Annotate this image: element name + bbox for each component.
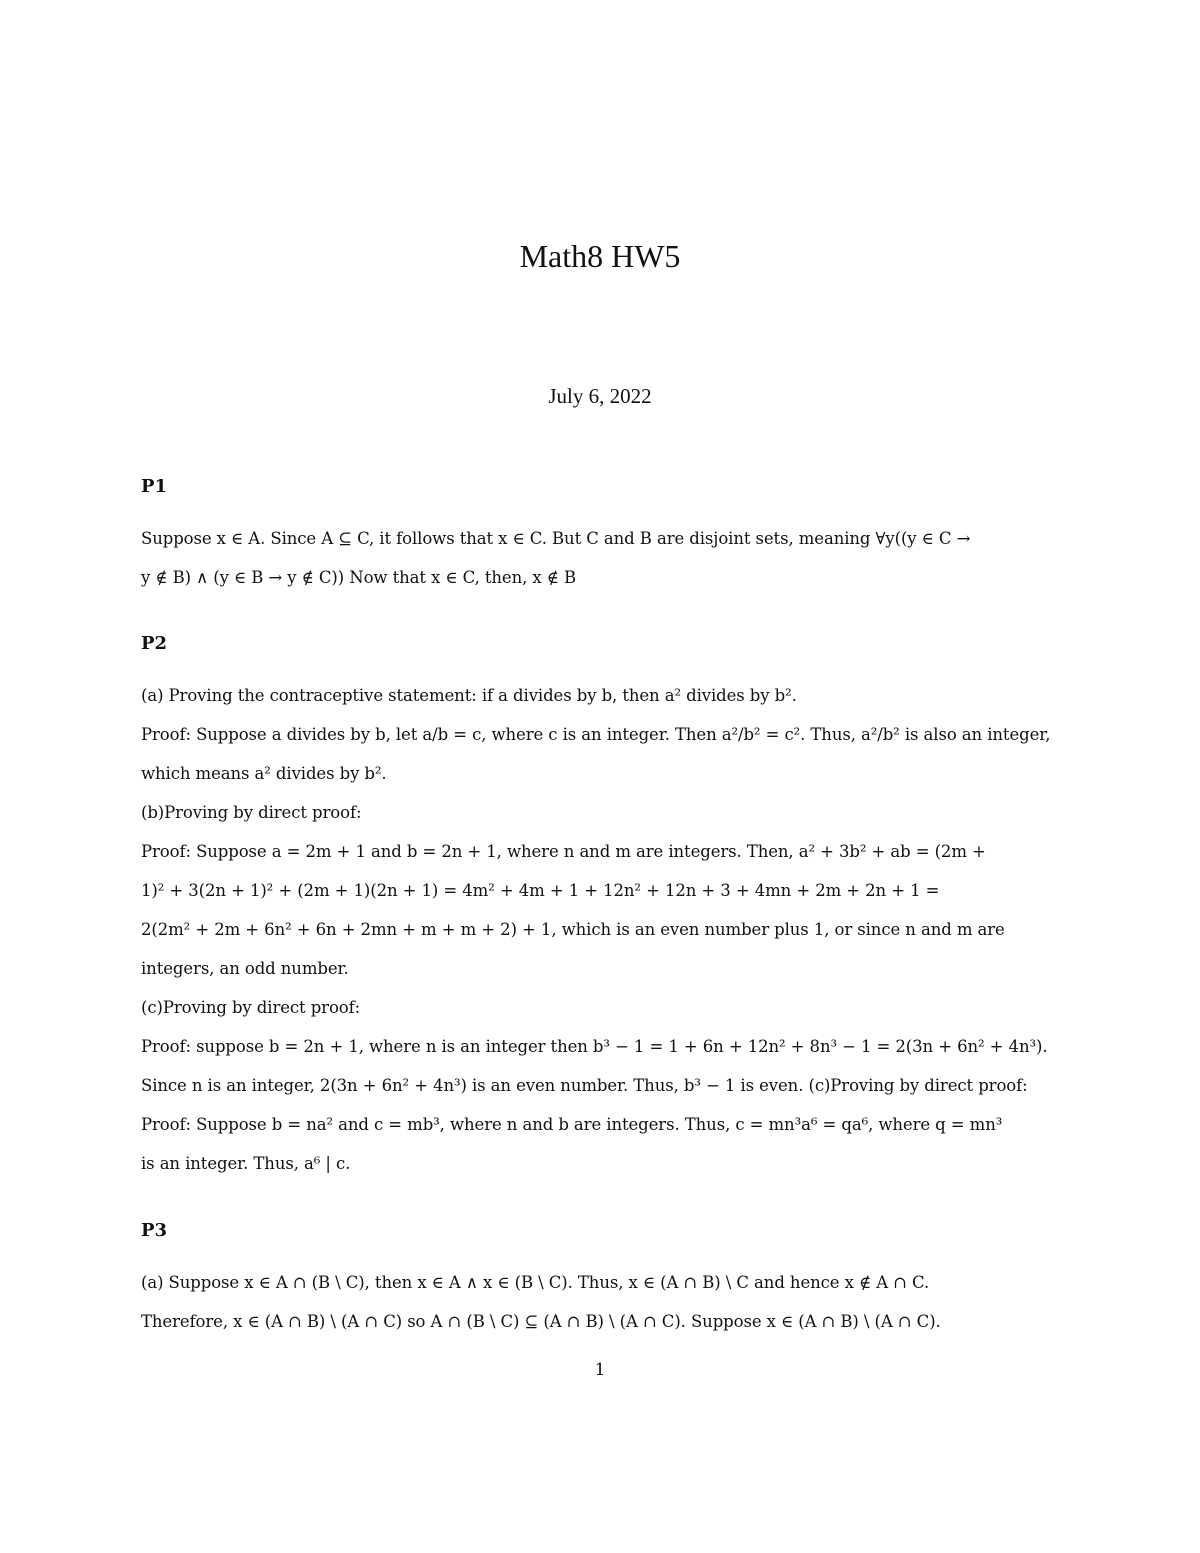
p2-line-13: is an integer. Thus, a⁶ | c. [141,1154,351,1173]
page-number: 1 [594,1360,606,1380]
p2-line-6: 1)² + 3(2n + 1)² + (2m + 1)(2n + 1) = 4m² + 4m + 1 + 12n² + 12n + 3 + 4mn + 2m + 2n + 1 = [141,881,940,900]
p2-line-10: Proof: suppose b = 2n + 1, where n is an integer then b³ − 1 = 1 + 6n + 12n² + 8n³ − 1 = 2(3n + 6n² + 4n³). [141,1037,1048,1056]
p2-line-12: Proof: Suppose b = na² and c = mb³, where n and b are integers. Thus, c = mn³a⁶ = qa⁶, where q = mn³ [141,1115,1003,1134]
p2-line-11: Since n is an integer, 2(3n + 6n² + 4n³) is an even number. Thus, b³ − 1 is even. (c)Proving by direct proof: [141,1076,1028,1095]
p2-line-1: (a) Proving the contraceptive statement: if a divides by b, then a² divides by b². [141,686,797,705]
p2-line-3: which means a² divides by b². [141,764,387,783]
p2-line-9: (c)Proving by direct proof: [141,998,361,1017]
p2-line-8: integers, an odd number. [141,959,349,978]
p2-line-5: Proof: Suppose a = 2m + 1 and b = 2n + 1, where n and m are integers. Then, a² + 3b² + ab = (2m + [141,842,986,861]
p2-line-7: 2(2m² + 2m + 6n² + 6n + 2mn + m + m + 2) + 1, which is an even number plus 1, or since n and m are [141,920,1005,939]
p2-line-2: Proof: Suppose a divides by b, let a/b = c, where c is an integer. Then a²/b² = c². Thus, a²/b² is also an integer, [141,725,1051,744]
p3-line-2: Therefore, x ∈ (A ∩ B) \ (A ∩ C) so A ∩ (B \ C) ⊆ (A ∩ B) \ (A ∩ C). Suppose x ∈ (A ∩ B) \ (A ∩ C). [141,1312,941,1331]
p1-line-1: Suppose x ∈ A. Since A ⊆ C, it follows that x ∈ C. But C and B are disjoint sets, meaning ∀y((y ∈ C → [141,529,971,548]
p2-line-4: (b)Proving by direct proof: [141,803,362,822]
document-title: Math8 HW5 [519,238,681,274]
section-heading-p1: P1 [141,476,168,497]
section-heading-p3: P3 [141,1220,168,1241]
section-heading-p2: P2 [141,633,168,654]
document-date: July 6, 2022 [548,384,652,408]
p1-line-2: y ∉ B) ∧ (y ∈ B → y ∉ C)) Now that x ∈ C, then, x ∉ B [141,568,577,587]
p3-line-1: (a) Suppose x ∈ A ∩ (B \ C), then x ∈ A ∧ x ∈ (B \ C). Thus, x ∈ (A ∩ B) \ C and hence x ∉ A ∩ C. [141,1273,930,1292]
